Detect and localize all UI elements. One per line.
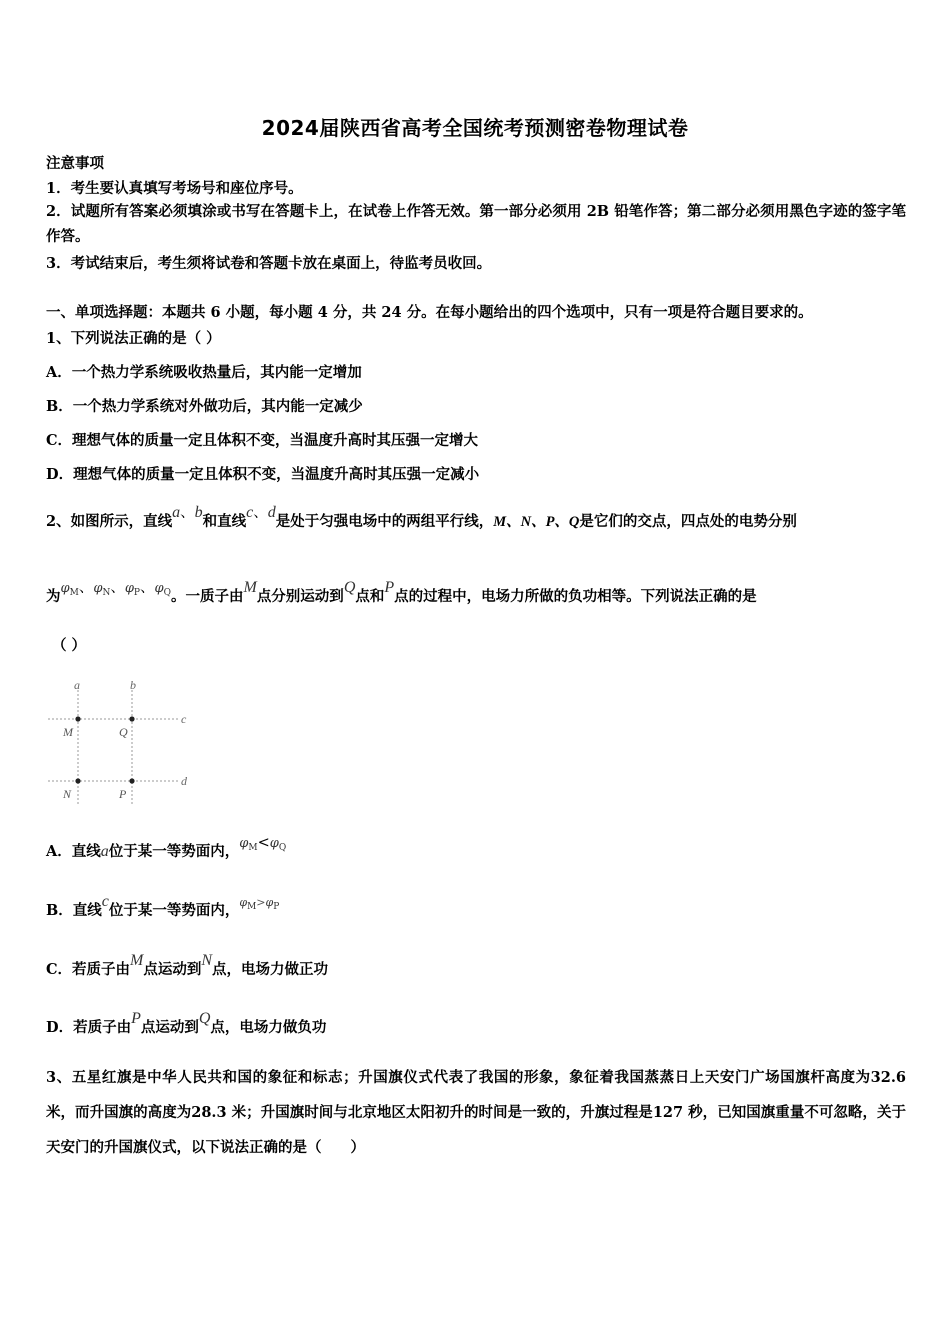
q2-option-c: C．若质子由M点运动到N点，电场力做正功 [46, 952, 329, 978]
q1-option-c: C．理想气体的质量一定且体积不变，当温度升高时其压强一定增大 [46, 432, 479, 449]
notice-heading: 注意事项 [46, 155, 104, 172]
q1-option-a: A．一个热力学系统吸收热量后，其内能一定增加 [46, 364, 362, 381]
phi-p: $\varphi_P$ [124, 581, 140, 598]
page-title: 2024届陕西省高考全国统考预测密卷物理试卷 [261, 116, 689, 140]
phi-m: $\varphi_M$ [60, 581, 79, 598]
point-n [75, 778, 80, 783]
q1-stem: 1、下列说法正确的是（ ） [46, 330, 221, 347]
label-d: d [181, 774, 187, 788]
q1-option-b: B．一个热力学系统对外做功后，其内能一定减少 [46, 398, 363, 415]
q2-option-a: A．直线a位于某一等势面内，$\varphi_M<\varphi_Q$ [46, 835, 287, 860]
label-c: c [181, 712, 187, 726]
point-names: M、N、P、Q [493, 514, 580, 530]
point-p [129, 778, 134, 783]
label-n: N [63, 787, 72, 801]
notice-item-3: 3．考试结束后，考生须将试卷和答题卡放在桌面上，待监考员收回。 [46, 255, 492, 272]
q2-figure [44, 676, 204, 806]
label-a: a [74, 678, 80, 692]
q2-stem-line2: 为$\varphi_M$、$\varphi_N$、$\varphi_P$、$\varphi_Q$。一质子由M点分别运动到Q点和P点的过程中，电场力所做的负功相等。下列说法正确的是 [46, 579, 757, 605]
label-m: M [63, 725, 73, 739]
q2-answer-paren: （ ） [52, 637, 87, 654]
var-a: a [172, 504, 181, 521]
q3-stem: 3、五星红旗是中华人民共和国的象征和标志；升国旗仪式代表了我国的形象，象征着我国蒸蒸日上天安门广场国旗杆高度为32.6 米，而升国旗的高度为28.3 米；升国旗时间与北京地区太阳初升的时间是一致的，升旗过程是127 秒，已知国旗重量不可忽略，关于天安门的升国旗仪式，以下说法正确的是（ ） [46, 1069, 906, 1156]
q2-stem-line1: 2、如图所示，直线a、b和直线c、d是处于匀强电场中的两组平行线，M、N、P、Q是它们的交点，四点处的电势分别 [46, 504, 797, 530]
label-b: b [130, 678, 136, 692]
point-q [129, 716, 134, 721]
phi-n: $\varphi_N$ [93, 581, 111, 598]
q2-option-b: B．直线c位于某一等势面内，$^{\varphi_M>\varphi_P}$ [46, 893, 280, 919]
q2-option-d: D．若质子由P点运动到Q点，电场力做负功 [46, 1010, 327, 1036]
point-m [75, 716, 80, 721]
q1-option-d: D．理想气体的质量一定且体积不变，当温度升高时其压强一定减小 [46, 466, 480, 483]
section-heading: 一、单项选择题：本题共 6 小题，每小题 4 分，共 24 分。在每小题给出的四个选项中，只有一项是符合题目要求的。 [46, 304, 813, 321]
var-d: d [267, 504, 276, 521]
notice-item-1: 1．考生要认真填写考场号和座位序号。 [46, 180, 303, 197]
label-q: Q [119, 725, 128, 739]
label-p: P [119, 787, 127, 801]
phi-q: $\varphi_Q$ [154, 581, 171, 598]
notice-item-2: 2．试题所有答案必须填涂或书写在答题卡上，在试卷上作答无效。第一部分必须用 2B 铅笔作答；第二部分必须用黑色字迹的签字笔作答。 [46, 203, 906, 245]
var-b: b [194, 504, 203, 521]
var-c: c [246, 504, 254, 521]
